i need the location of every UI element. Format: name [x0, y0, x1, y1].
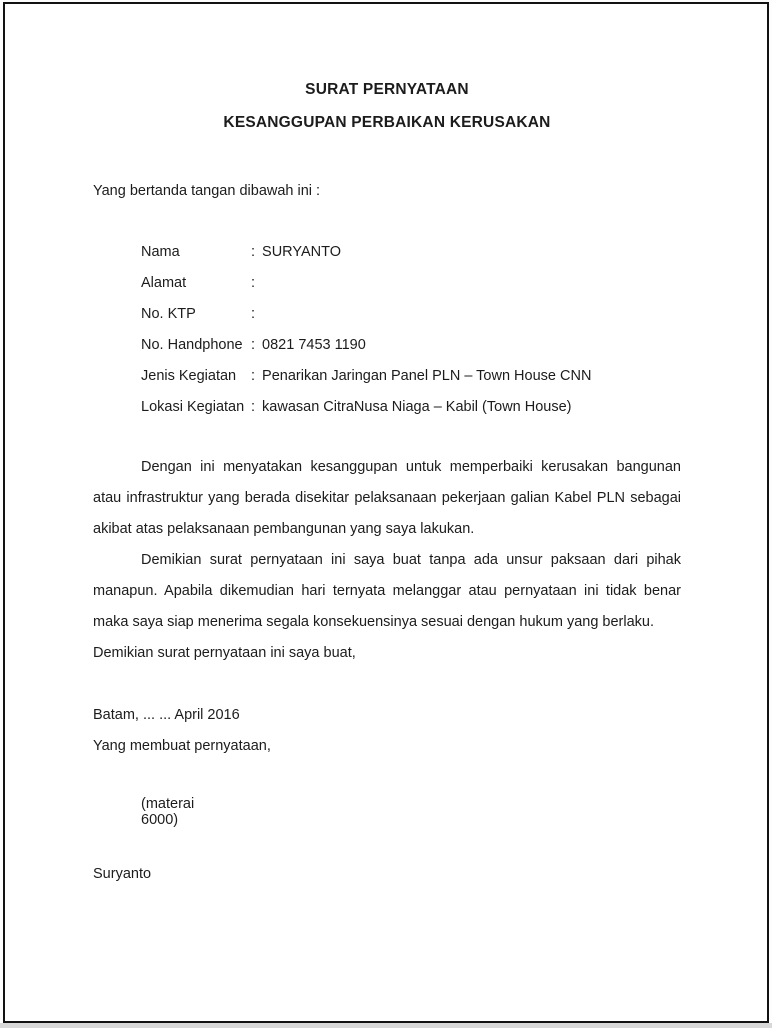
statement-paragraph-1: Dengan ini menyatakan kesanggupan untuk memperbaiki kerusakan bangunan atau infrastruktur yang berada disekitar pelaksanaan pekerjaan galian Kabel PLN sebagai akibat atas pelaksanaan pembangunan yang saya lakukan.	[93, 459, 681, 537]
closing-line: Demikian surat pernyataan ini saya buat,	[93, 645, 356, 661]
field-value: 0821 7453 1190	[262, 337, 366, 353]
field-label: Alamat	[141, 275, 187, 291]
field-separator: :	[251, 399, 256, 415]
field-separator: :	[251, 306, 256, 322]
field-row-no-ktp	[141, 299, 681, 330]
stamp-duty-note	[141, 796, 681, 828]
field-label: No. Handphone	[141, 337, 243, 353]
scan-edge-strip	[0, 1023, 772, 1028]
field-separator: :	[251, 244, 256, 260]
field-row-alamat	[141, 268, 681, 299]
field-separator: :	[251, 275, 256, 291]
field-row-jenis-kegiatan	[141, 361, 681, 392]
date-signature-block	[93, 700, 681, 762]
letter-page	[3, 2, 769, 1023]
stamp-note-line2: 6000)	[141, 812, 179, 828]
field-label: No. KTP	[141, 306, 196, 322]
letter-title-line1: SURAT PERNYATAAN	[305, 81, 469, 98]
opening-statement: Yang bertanda tangan dibawah ini :	[93, 183, 321, 199]
field-label: Jenis Kegiatan	[141, 368, 237, 384]
field-value: kawasan CitraNusa Niaga – Kabil (Town House)	[262, 399, 572, 415]
field-separator: :	[251, 368, 256, 384]
statement-paragraph-2: Demikian surat pernyataan ini saya buat tanpa ada unsur paksaan dari pihak manapun. Apabila dikemudian hari ternyata melanggar atau pernyataan ini tidak benar maka saya siap menerima segala konsekuensinya sesuai dengan hukum yang berlaku.	[93, 552, 681, 630]
stamp-note-line1: (materai	[141, 796, 195, 812]
identity-fields	[141, 237, 681, 423]
signature-intro: Yang membuat pernyataan,	[93, 738, 271, 754]
field-separator: :	[251, 337, 256, 353]
signature-name: Suryanto	[93, 866, 152, 882]
field-label: Lokasi Kegiatan	[141, 399, 245, 415]
city-date-line: Batam, ... ... April 2016	[93, 707, 240, 723]
letter-body	[93, 452, 681, 669]
field-row-no-handphone	[141, 330, 681, 361]
field-row-nama	[141, 237, 681, 268]
field-row-lokasi-kegiatan	[141, 392, 681, 423]
letter-content	[5, 74, 767, 890]
field-label: Nama	[141, 244, 180, 260]
field-value: Penarikan Jaringan Panel PLN – Town House CNN	[262, 368, 592, 384]
field-value: SURYANTO	[262, 244, 341, 260]
letter-title-line2: KESANGGUPAN PERBAIKAN KERUSAKAN	[223, 114, 551, 131]
